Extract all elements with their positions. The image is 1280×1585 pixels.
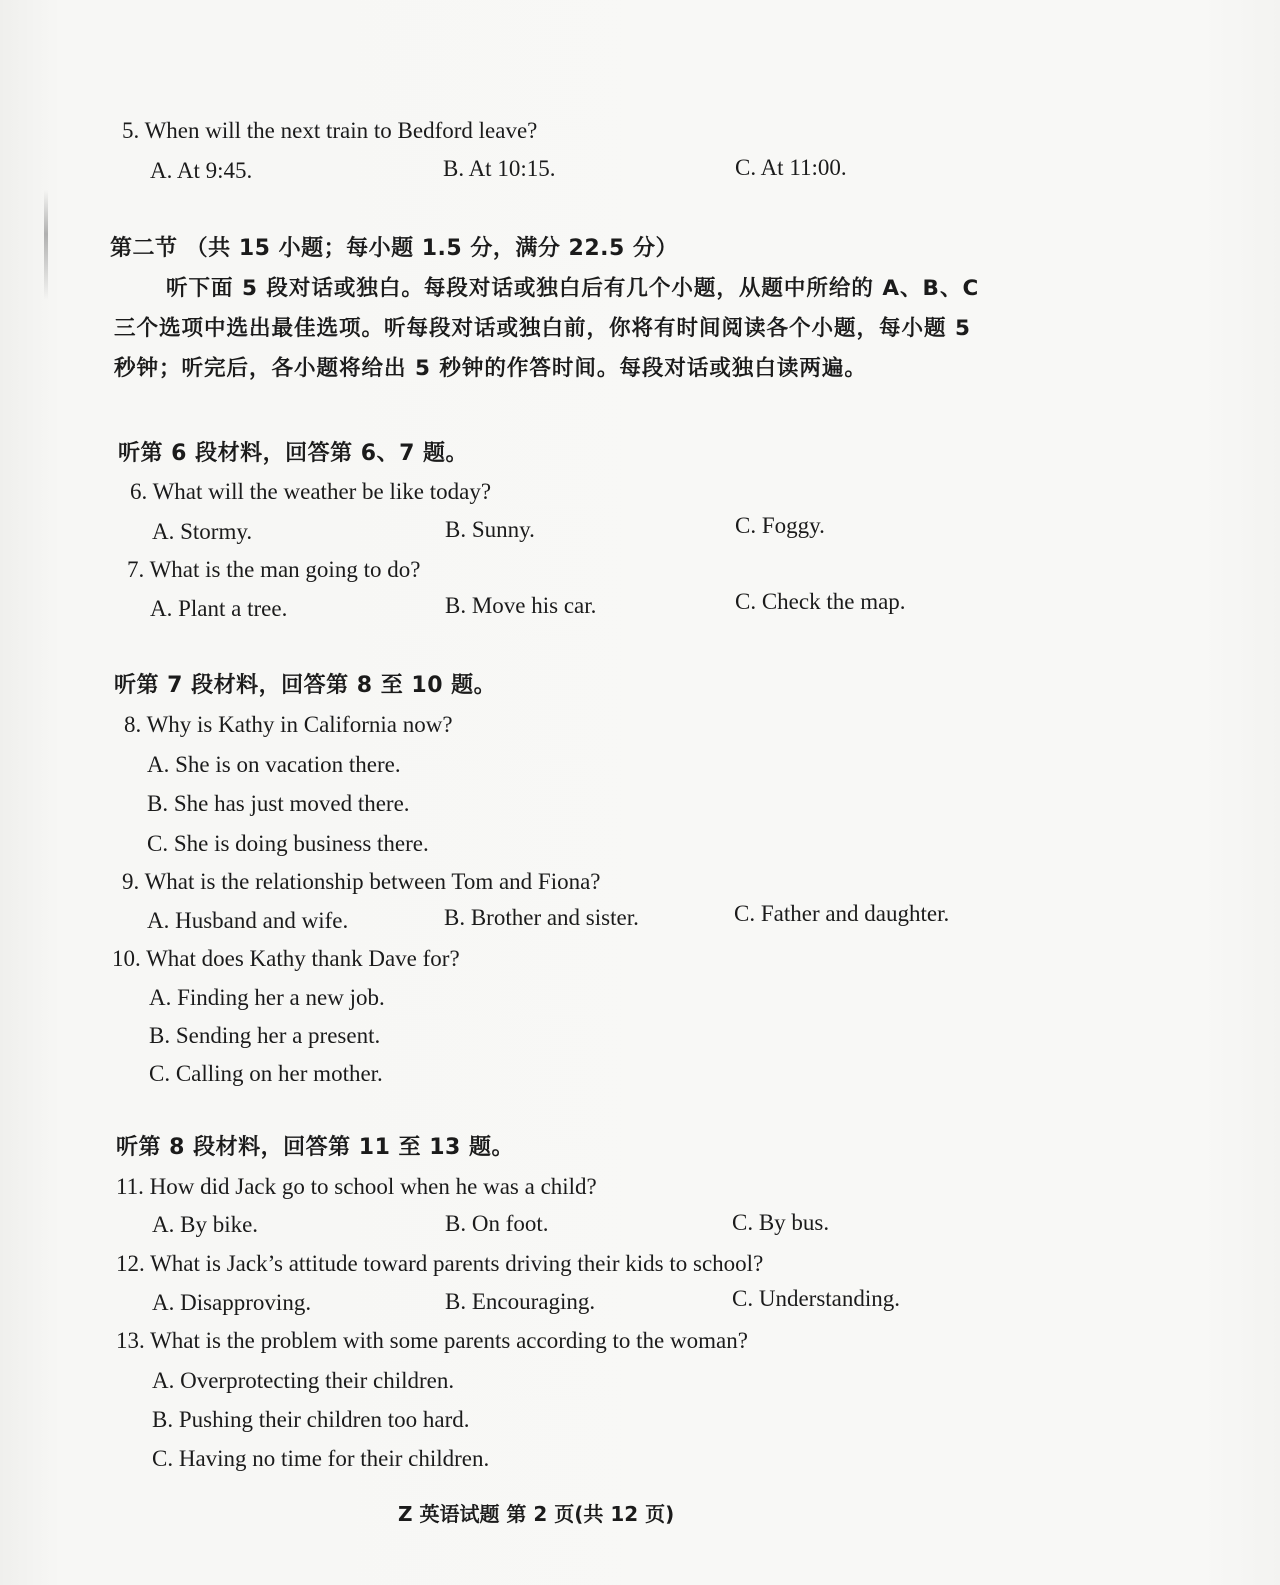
question-7-option-a: A. Plant a tree. [150, 596, 288, 621]
question-13-stem: 13. What is the problem with some parents according to the woman? [116, 1328, 748, 1353]
question-5-stem: 5. When will the next train to Bedford leave? [122, 118, 538, 143]
section-2-title: 第二节 （共 15 小题；每小题 1.5 分，满分 22.5 分） [110, 236, 678, 261]
question-12-stem: 12. What is Jack’s attitude toward parents driving their kids to school? [116, 1251, 764, 1276]
page-footer: Z 英语试题 第 2 页(共 12 页) [398, 1502, 675, 1526]
section-2-instruction-line-1: 听下面 5 段对话或独白。每段对话或独白后有几个小题，从题中所给的 A、B、C [166, 276, 980, 301]
question-12-option-a: A. Disapproving. [152, 1290, 312, 1315]
question-6-option-b: B. Sunny. [445, 517, 535, 542]
question-11-option-a: A. By bike. [152, 1212, 259, 1237]
group-6-heading: 听第 6 段材料，回答第 6、7 题。 [118, 441, 469, 466]
question-7-option-c: C. Check the map. [735, 589, 906, 614]
question-7-stem: 7. What is the man going to do? [127, 557, 421, 582]
question-6-stem: 6. What will the weather be like today? [130, 479, 492, 504]
question-9-option-b: B. Brother and sister. [444, 905, 639, 930]
question-10-option-b: B. Sending her a present. [149, 1023, 381, 1048]
question-10-option-a: A. Finding her a new job. [149, 985, 385, 1010]
question-9-option-a: A. Husband and wife. [147, 908, 349, 933]
question-8-option-b: B. She has just moved there. [147, 791, 410, 816]
question-12-option-c: C. Understanding. [732, 1286, 901, 1311]
question-11-option-b: B. On foot. [445, 1211, 549, 1236]
question-5-option-b: B. At 10:15. [443, 156, 556, 181]
question-8-stem: 8. Why is Kathy in California now? [124, 712, 453, 737]
question-13-option-c: C. Having no time for their children. [152, 1446, 490, 1471]
question-13-option-b: B. Pushing their children too hard. [152, 1407, 470, 1432]
question-11-stem: 11. How did Jack go to school when he was a child? [116, 1174, 597, 1199]
question-8-option-c: C. She is doing business there. [147, 831, 429, 856]
question-9-option-c: C. Father and daughter. [734, 901, 950, 926]
question-5-option-c: C. At 11:00. [735, 155, 847, 180]
question-8-option-a: A. She is on vacation there. [147, 752, 401, 777]
group-7-heading: 听第 7 段材料，回答第 8 至 10 题。 [114, 673, 497, 698]
question-11-option-c: C. By bus. [732, 1210, 830, 1235]
section-2-instruction-line-3: 秒钟；听完后，各小题将给出 5 秒钟的作答时间。每段对话或独白读两遍。 [114, 356, 867, 381]
question-13-option-a: A. Overprotecting their children. [152, 1368, 455, 1393]
question-9-stem: 9. What is the relationship between Tom and Fiona? [122, 869, 601, 894]
question-12-option-b: B. Encouraging. [445, 1289, 596, 1314]
question-7-option-b: B. Move his car. [445, 593, 597, 618]
question-6-option-a: A. Stormy. [152, 519, 253, 544]
scan-edge-shadow [44, 190, 48, 300]
question-6-option-c: C. Foggy. [735, 513, 825, 538]
question-10-option-c: C. Calling on her mother. [149, 1061, 383, 1086]
section-2-instruction-line-2: 三个选项中选出最佳选项。听每段对话或独白前，你将有时间阅读各个小题，每小题 5 [114, 316, 971, 341]
question-10-stem: 10. What does Kathy thank Dave for? [112, 946, 460, 971]
group-8-heading: 听第 8 段材料，回答第 11 至 13 题。 [116, 1135, 514, 1160]
question-5-option-a: A. At 9:45. [150, 158, 253, 183]
